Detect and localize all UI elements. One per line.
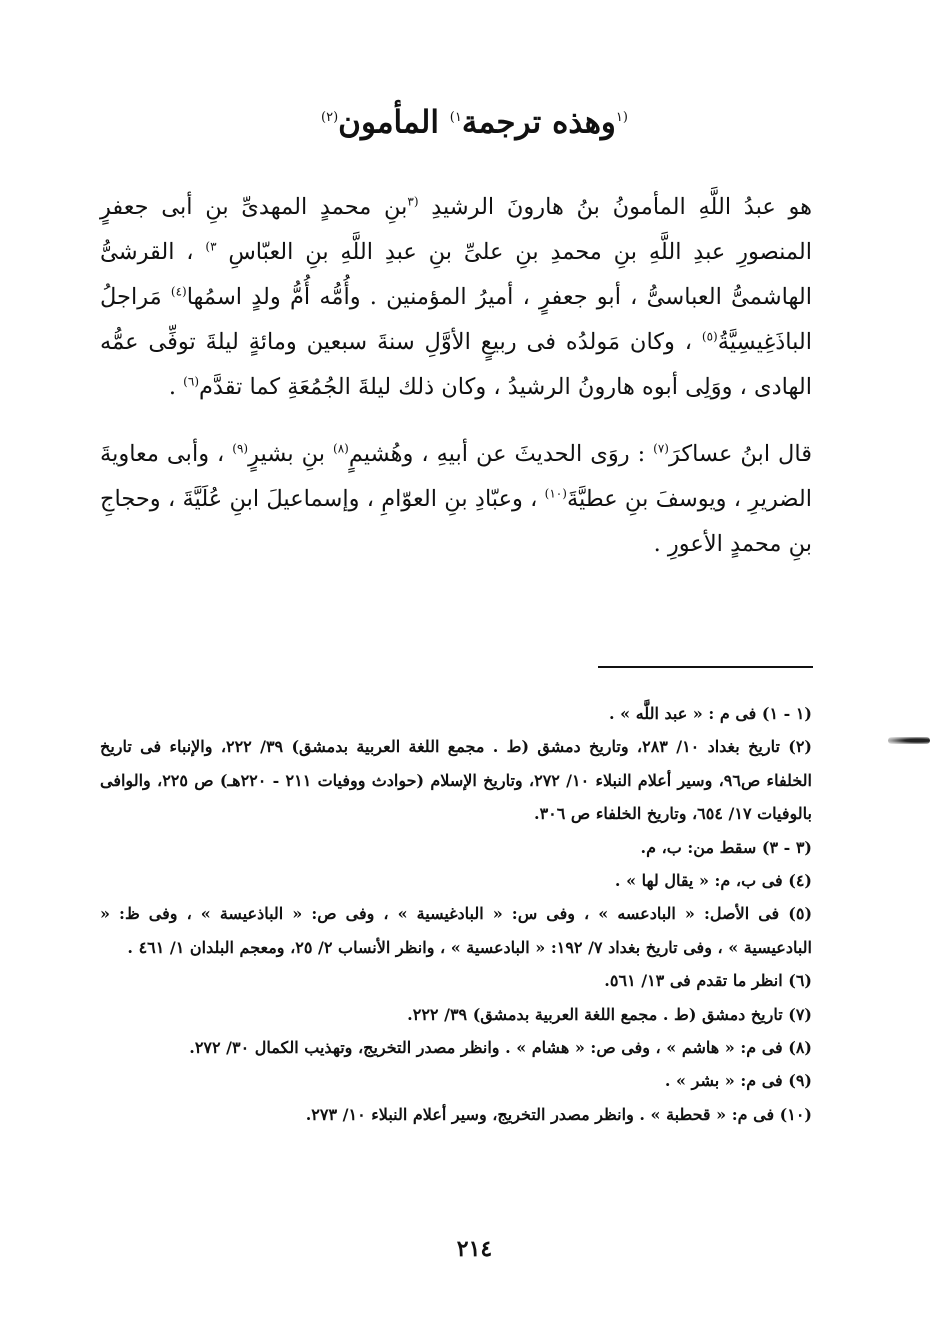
footnote-ref: (٨) (333, 441, 349, 456)
paragraph (100, 432, 812, 567)
footnote: (٥) فى الأصل: « البادعسه » ، وفى س: « البادغيسية » ، وفى ص: « الباذعيسة » ، وفى ظ: « البادعيسية » ، وفى تاريخ بغداد ٧/ ١٩٢: « البادعسية » ، وانظر الأنساب ٢/ ٢٥، ومعجم البلدان ١/ ٤٦١ . (100, 904, 813, 957)
footnote-ref: (٩) (232, 441, 249, 456)
footnote-ref: (١٠) (544, 486, 567, 501)
footnote: (٩) فى م: « بشر » . (664, 1071, 812, 1091)
footnotes (100, 697, 812, 1131)
footnote-ref: ٣) (205, 239, 217, 254)
footnote: (١٠) فى م: « قحطبة » . وانظر مصدر التخريج، وسير أعلام النبلاء ١٠/ ٢٧٣. (305, 1104, 812, 1124)
page-number: ٢١٤ (456, 1236, 493, 1262)
text-run: : روَى الحديثَ عن أبيهِ ، وهُشيمٍ (348, 441, 654, 467)
text-run: ، وأبى معاويةَ الضريرِ ، ويوسفَ بنِ عطيَّةَ (100, 441, 812, 512)
footnote-ref: (٥) (701, 329, 718, 344)
title-text-part: وهذه ترجمة (461, 104, 616, 141)
footnote: (٨) فى م: « هاشم » ، وفى ص: « هشام » . وانظر مصدر التخريج، وتهذيب الكمال ٣٠/ ٢٧٢. (189, 1038, 812, 1058)
scan-smudge (888, 737, 930, 744)
title-footnote-mark: (٢) (321, 109, 339, 125)
footnote-ref: (٦) (183, 374, 199, 389)
footnote-ref: (٧) (653, 441, 669, 456)
text-run: قال ابنُ عساكرَ (668, 441, 812, 467)
text-run: بنِ بشيرٍ (248, 441, 333, 467)
text-run: ، وعبّادِ بنِ العوّامِ ، وإسماعيلَ ابنِ عُلَيَّةَ ، وحجاجِ بنِ محمدٍ الأعورِ . (100, 486, 812, 557)
footnote-ref: (٣ (407, 194, 419, 209)
paragraph (100, 185, 812, 410)
footnote: (١ - ١) فى م : « عبد اللَّه » . (608, 704, 812, 723)
footnote: (٣ - ٣) سقط من: ب، م. (640, 837, 812, 857)
text-run: ، القرشىُّ الهاشمىُّ العباسىُّ ، أبو جعفرٍ ، أميرُ المؤمنين . وأُمُّه أُمُّ ولدٍ اسمُها (100, 239, 812, 310)
text-run: هو عبدُ اللَّهِ المأمونُ بنُ هارونَ الرشيدِ (418, 194, 812, 220)
title-footnote-mark: ١) (449, 109, 462, 125)
footnote: (٢) تاريخ بغداد ١٠/ ٢٨٣، وتاريخ دمشق (ط . مجمع اللغة العربية بدمشق) ٣٩/ ٢٢٢، والإنباء فى تاريخ الخلفاء ص٩٦، وسير أعلام النبلاء ١٠/ ٢٧٢، وتاريخ الإسلام (حوادث ووفيات ٢١١ - ٢٢٠هـ) ص ٢٢٥، والوافى بالوفيات ١٧/ ٦٥٤، وتاريخ الخلفاء ص ٣٠٦. (100, 737, 812, 824)
footnote: (٦) انظر ما تقدم فى ١٣/ ٥٦١. (604, 971, 812, 991)
text-run: . (168, 374, 184, 400)
footnote-ref: (٤) (170, 284, 187, 299)
footnote: (٧) تاريخ دمشق (ط . مجمع اللغة العربية بدمشق) ٣٩/ ٢٢٢. (407, 1004, 812, 1024)
text-run: مَراجلُ الباذَغِيسِيَّةُ (100, 284, 812, 355)
page-title (0, 93, 949, 147)
text-run: ، وكان مَولدُه فى ربيعٍ الأوَّلِ سنةَ سبعين ومائةٍ ليلةَ توفِّى عمُّه الهادى ، ووَلِى أبوه هارونُ الرشيدُ ، وكان ذلك ليلةَ الجُمُعَةِ كما تقدَّم (100, 329, 812, 400)
text-run: بنِ محمدٍ المهدىِّ بنِ أبى جعفرٍ المنصورِ عبدِ اللَّهِ بنِ محمدِ بنِ علىِّ بنِ عبدِ اللَّهِ بنِ العبّاسِ (100, 194, 813, 265)
footnote: (٤) فى ب، م: « يقال لها » . (614, 871, 812, 891)
title-text-part: المأمون (338, 104, 450, 141)
main-text (100, 185, 812, 567)
footnote-divider (598, 666, 813, 668)
title-footnote-mark: (١ (615, 109, 628, 125)
